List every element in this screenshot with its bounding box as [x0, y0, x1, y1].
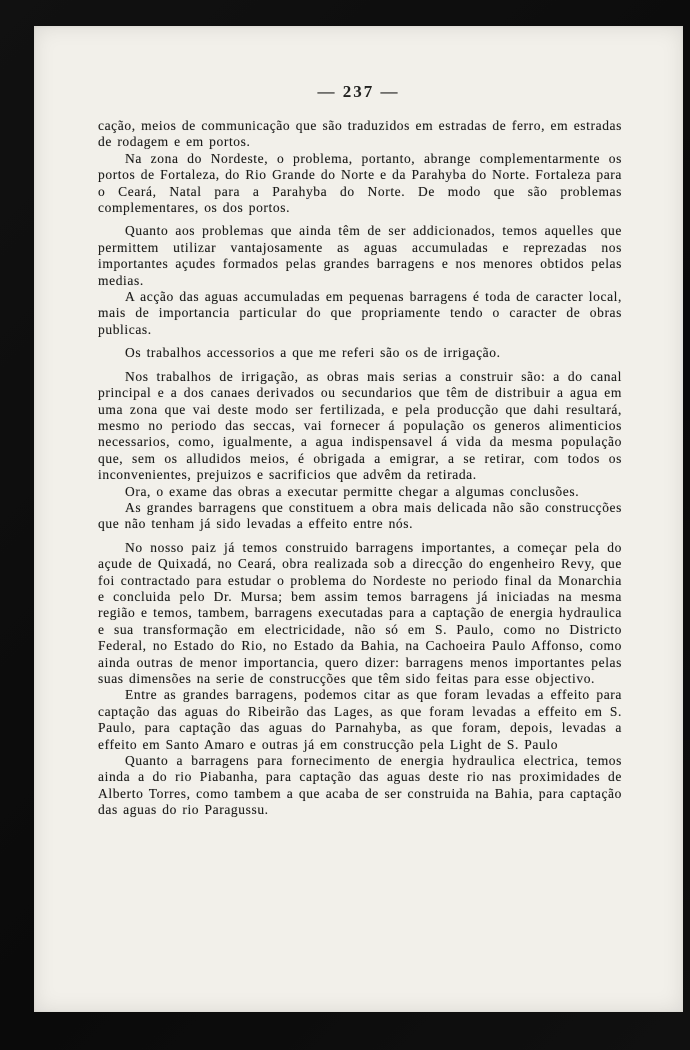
paragraph: Entre as grandes barragens, podemos citar as que foram levadas a effeito para captação das aguas do Ribeirão das Lages, as que foram levadas a effeito em S. Paulo, para captação das aguas do Parnahyba, as que foram, depois, levadas a effeito em Santo Amaro e outras já em construcção pela Light de S. Paulo: [98, 687, 622, 752]
paragraph: Quanto a barragens para fornecimento de energia hydraulica electrica, temos ainda a do rio Piabanha, para captação das aguas deste rio nas proximidades de Alberto Torres, como tambem a que acaba de ser construida na Bahia, para captação das aguas do rio Paragussu.: [98, 753, 622, 818]
paragraph: No nosso paiz já temos construido barragens importantes, a começar pela do açude de Quixadá, no Ceará, obra realizada sob a direcção do engenheiro Revy, que foi contractado para estudar o problema do Nordeste no periodo final da Monarchia e concluida pelo Dr. Mursa; bem assim temos barragens já iniciadas na mesma região e temos, tambem, barragens executadas para a captação de energia hydraulica e sua transformação em electricidade, não só em S. Paulo, como no Districto Federal, no Estado do Rio, no Estado da Bahia, na Cachoeira Paulo Affonso, como ainda outras de menor importancia, quero dizer: barragens menos importantes pelas suas dimensões na serie de construcções que têm sido feitas para esse objectivo.: [98, 539, 622, 686]
document-page: [34, 26, 683, 1012]
paragraph: Os trabalhos accessorios a que me referi são os de irrigação.: [125, 345, 501, 361]
paragraph: Quanto aos problemas que ainda têm de ser addicionados, temos aquelles que permittem utilizar vantajosamente as aguas accumuladas e reprezadas nos importantes açudes formados pelas grandes barragens e nos menores obtidos pelas medias.: [98, 223, 622, 288]
paragraph: cação, meios de communicação que são traduzidos em estradas de ferro, em estradas de rodagem e em portos.: [98, 118, 622, 150]
text-block: [98, 118, 622, 819]
paragraph: Na zona do Nordeste, o problema, portanto, abrange complementarmente os portos de Fortaleza, do Rio Grande do Norte e da Parahyba do Norte. Fortaleza para o Ceará, Natal para a Parahyba do Norte. De modo que são problemas complementares, os dos portos.: [98, 150, 622, 216]
paragraph: Ora, o exame das obras a executar permitte chegar a algumas conclusões.: [125, 483, 580, 499]
paragraph: As grandes barragens que constituem a obra mais delicada não são construcções que não tenham já sido levadas a effeito entre nós.: [98, 499, 622, 532]
page-number: — 237 —: [317, 82, 400, 101]
paragraph: Nos trabalhos de irrigação, as obras mais serias a construir são: a do canal principal e a dos canaes derivados ou secundarios que têm de distribuir a agua em uma zona que vai deste modo ser fertilizada, e pela producção que dahi resultará, mesmo no periodo das seccas, vai fornecer á população os generos alimenticios necessarios, como, igualmente, a agua indispensavel á vida da mesma população que, sem os alludidos meios, é obrigada a emigrar, a se retirar, com todos os inconvenientes, prejuizos e sacrificios que advêm da retirada.: [98, 368, 622, 483]
paragraph: A acção das aguas accumuladas em pequenas barragens é toda de caracter local, mais de importancia particular do que propriamente tendo o caracter de obras publicas.: [98, 289, 622, 337]
